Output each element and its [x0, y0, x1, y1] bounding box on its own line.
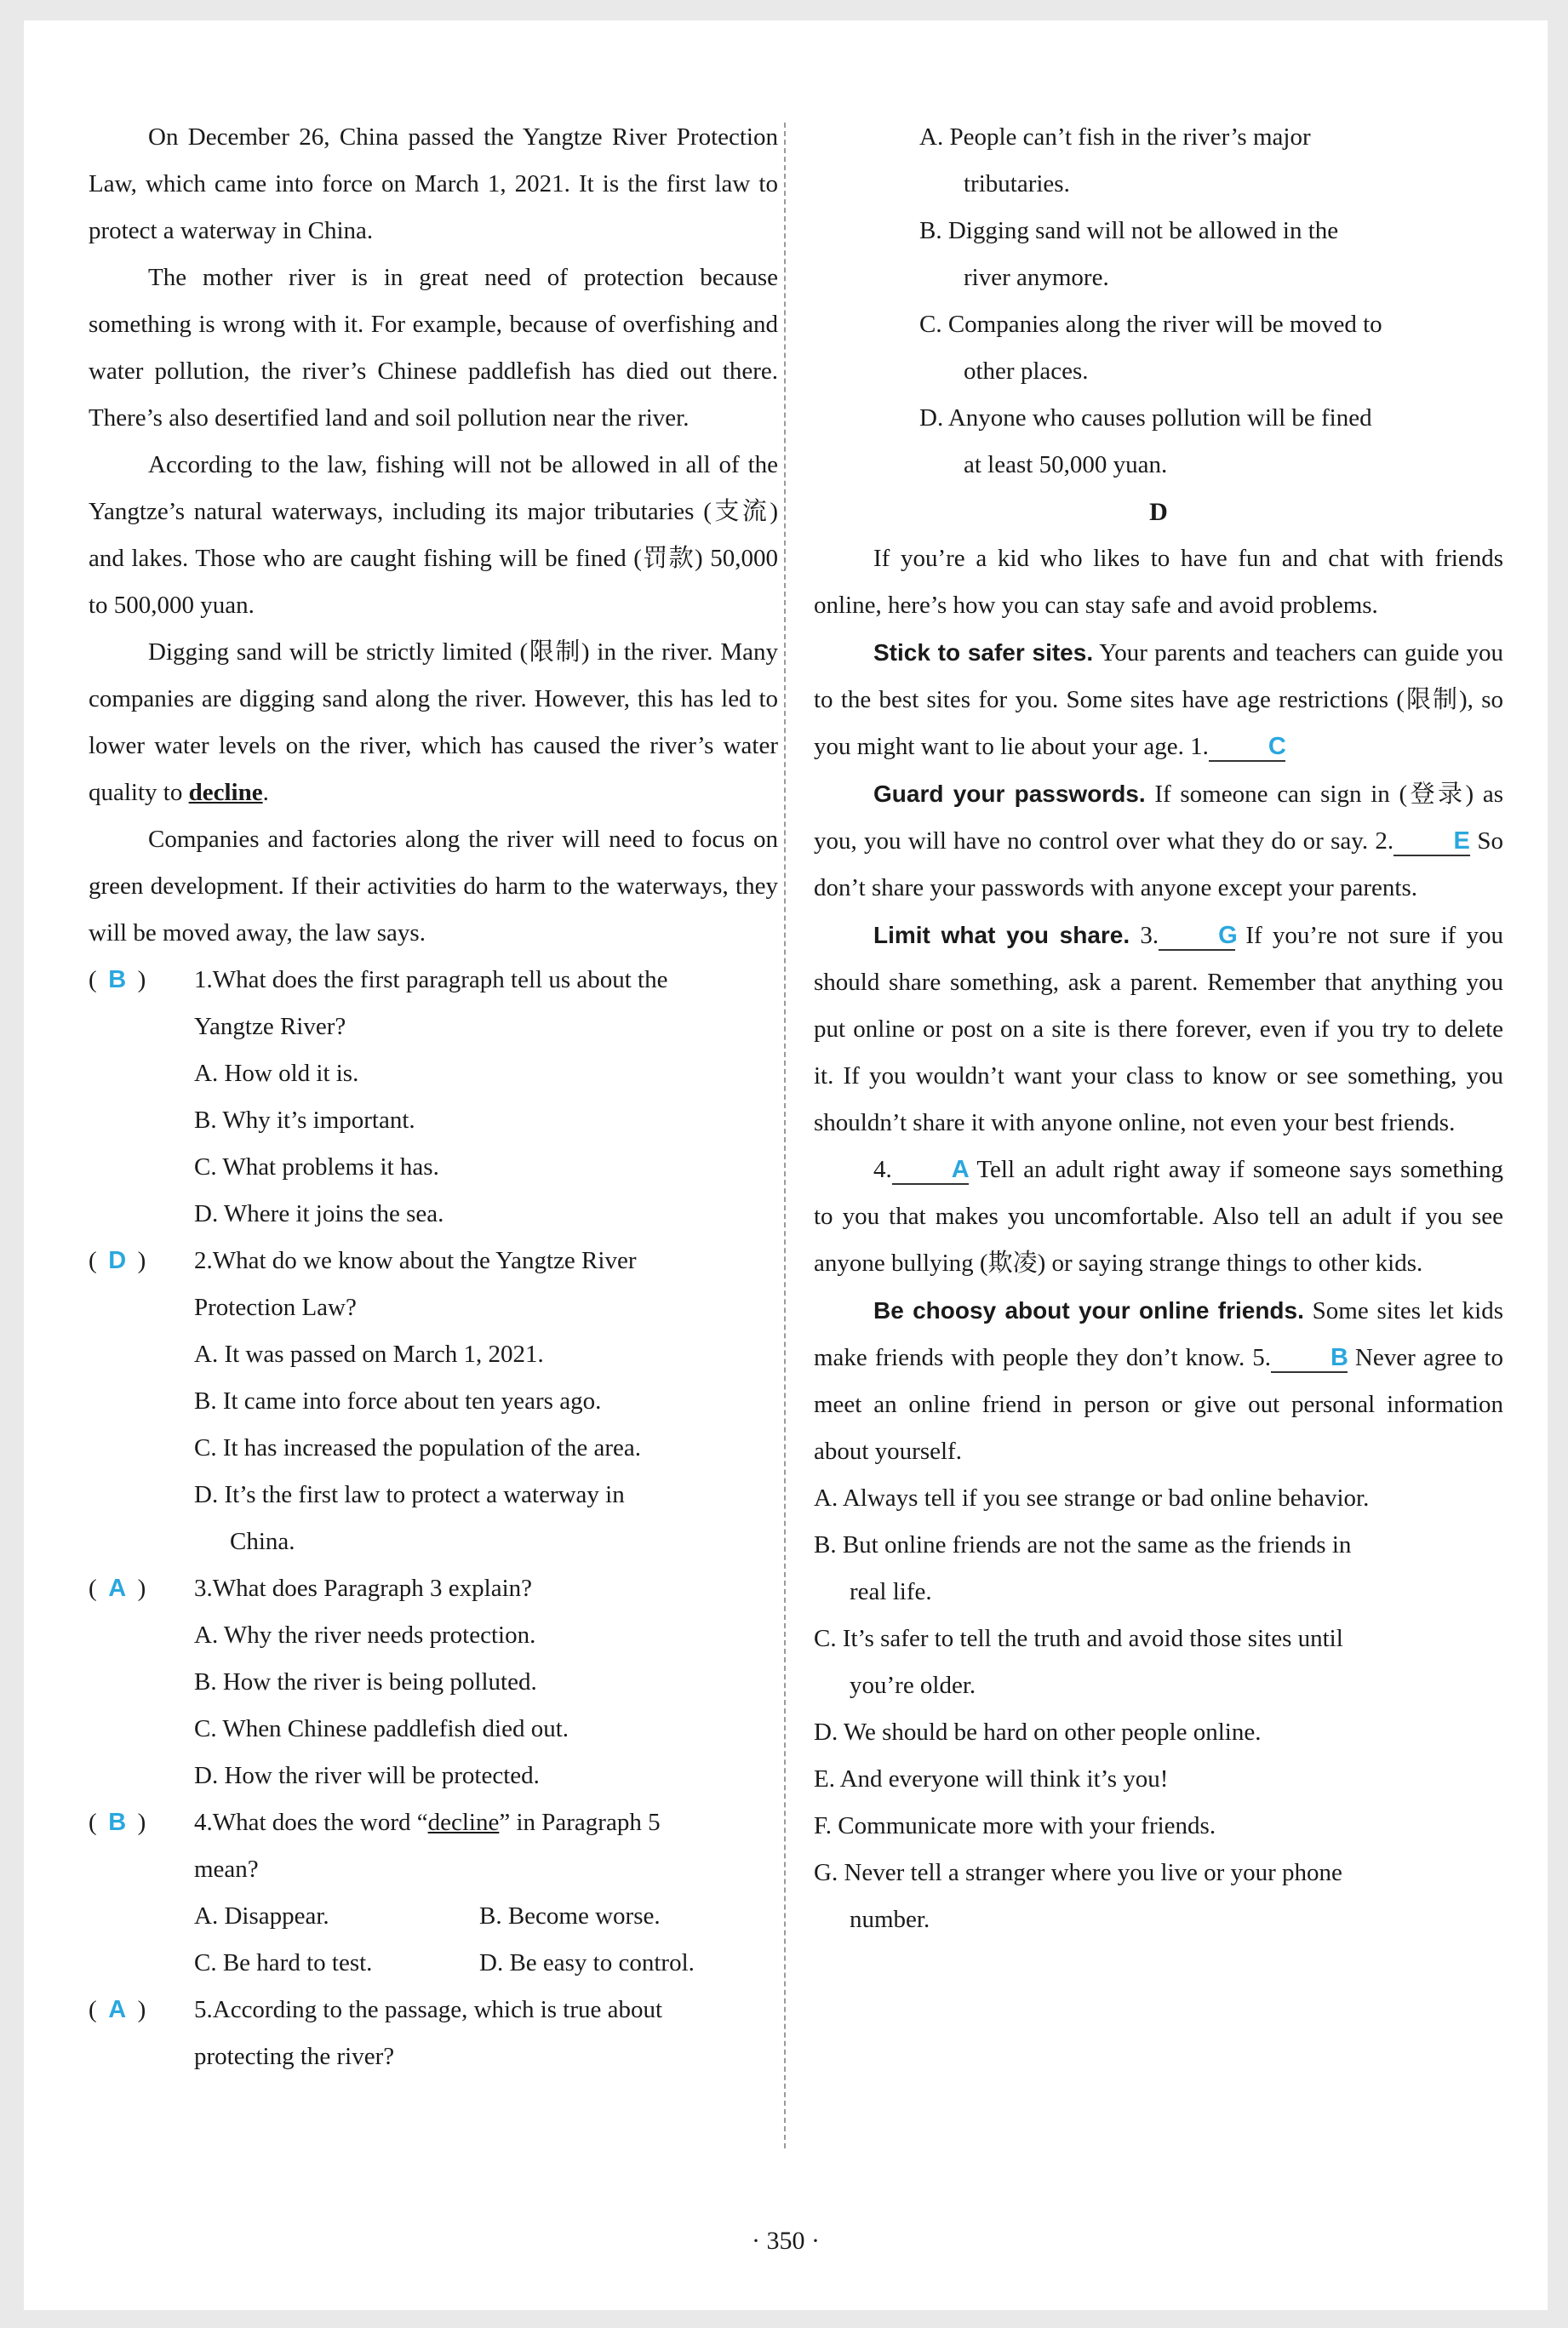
- choice-c: [814, 1616, 1503, 1709]
- question-number: 2.: [194, 1247, 213, 1274]
- choice-f: [814, 1803, 1503, 1850]
- q2-option-d: D. It’s the first law to protect a waterway in: [194, 1481, 625, 1508]
- choice-line: F. Communicate more with your friends.: [814, 1812, 1216, 1839]
- question-stem: According to the passage, which is true about: [212, 1996, 663, 2023]
- q4-option-d: D. Be easy to control.: [479, 1949, 695, 1976]
- paragraph-lead: Be choosy about your online friends.: [873, 1297, 1304, 1324]
- q5-option-d: [814, 395, 1503, 489]
- passage-d-paragraph-3: [814, 912, 1503, 1147]
- q1-option-a: A. How old it is.: [194, 1060, 359, 1087]
- blank-number: 4.: [873, 1156, 892, 1183]
- blank-number: 1.: [1190, 733, 1209, 760]
- paragraph-4-end: .: [262, 779, 269, 806]
- q1-option-d: D. Where it joins the sea.: [194, 1200, 444, 1227]
- q3-option-a: A. Why the river needs protection.: [194, 1622, 536, 1649]
- blank-2-answer: E: [1393, 827, 1470, 856]
- answer-bracket: ( A ): [89, 1565, 146, 1612]
- option-line: C. Companies along the river will be moved to: [919, 311, 1382, 338]
- passage-c-paragraph-2: The mother river is in great need of protection because something is wrong with it. For example, because of overfishing and water pollution, the river’s Chinese paddlefish has died out there. There’s also desertified land and soil pollution near the river.: [89, 264, 778, 432]
- question-number: 5.: [194, 1996, 213, 2023]
- blank-number: 3.: [1130, 922, 1159, 949]
- choice-line: A. Always tell if you see strange or bad online behavior.: [814, 1484, 1370, 1512]
- choice-line: G. Never tell a stranger where you live or your phone: [814, 1859, 1342, 1886]
- paragraph-text-after: Never agree to meet an online friend in person or give out personal information about yourself.: [814, 1344, 1503, 1465]
- column-divider: [784, 123, 786, 2148]
- question-number: 4.: [194, 1809, 213, 1836]
- q4-option-c: C. Be hard to test.: [194, 1949, 373, 1976]
- blank-5-answer: B: [1271, 1344, 1348, 1373]
- q3-option-c: C. When Chinese paddlefish died out.: [194, 1715, 569, 1742]
- paragraph-text-after: Tell an adult right away if someone says something to you that makes you uncomfortable. Also tell an adult if you see anyone bullying (欺凌) or saying strange things to other kids.: [814, 1156, 1503, 1277]
- q5-option-c: [814, 301, 1503, 395]
- q1-option-c: C. What problems it has.: [194, 1153, 439, 1181]
- left-column: [89, 114, 778, 2080]
- question-stem-cont: Protection Law?: [194, 1294, 357, 1321]
- page-number: · 350 ·: [752, 2227, 820, 2255]
- paragraph-4-text: Digging sand will be strictly limited (限制) in the river. Many companies are digging sand along the river. However, this has led to lower water levels on the river, which has caused the river’s water quality to: [89, 638, 778, 806]
- paragraph-text: Your parents and teachers can guide you to the best sites for you. Some sites have age restrictions (限制), so you might want to lie about your age.: [814, 639, 1503, 760]
- question-stem-word: decline: [427, 1809, 500, 1836]
- choice-e: [814, 1756, 1503, 1803]
- paragraph-text-after: So don’t share your passwords with anyone except your parents.: [814, 827, 1503, 901]
- question-stem-post: ” in Paragraph 5: [499, 1809, 661, 1836]
- q3-option-b: B. How the river is being polluted.: [194, 1668, 537, 1696]
- paragraph-lead: Stick to safer sites.: [873, 639, 1094, 666]
- option-line-cont: river anymore.: [964, 264, 1109, 291]
- answer-3: A: [108, 1575, 127, 1602]
- paragraph-text-after: If you’re not sure if you should share something, ask a parent. Remember that anything you put online or post on a site is there forever, even if you try to delete it. If you wouldn’t want your class to know or see something, you shouldn’t share it with anyone online, not even your best friends.: [814, 922, 1504, 1136]
- q1-option-b: B. Why it’s important.: [194, 1107, 415, 1134]
- blank-number: 5.: [1252, 1344, 1271, 1371]
- answer-4: B: [108, 1809, 127, 1836]
- answer-bracket: ( B ): [89, 957, 146, 1004]
- choice-line-cont: you’re older.: [850, 1672, 976, 1699]
- question-stem: What does Paragraph 3 explain?: [212, 1575, 532, 1602]
- q4-options-row-1: [89, 1893, 778, 1940]
- blank-1-answer: C: [1209, 733, 1285, 762]
- answer-bracket: ( B ): [89, 1799, 146, 1846]
- decline-word: decline: [188, 779, 263, 806]
- question-number: 1.: [194, 966, 213, 993]
- choice-line: E. And everyone will think it’s you!: [814, 1765, 1169, 1793]
- answer-2: D: [108, 1247, 127, 1274]
- q5-option-b: [814, 208, 1503, 301]
- question-stem: What does the first paragraph tell us about the: [212, 966, 668, 993]
- question-stem: What do we know about the Yangtze River: [212, 1247, 637, 1274]
- paragraph-text: Some sites let kids make friends with people they don’t know.: [814, 1297, 1504, 1371]
- question-stem-cont: mean?: [194, 1856, 259, 1883]
- choice-line-cont: real life.: [850, 1578, 932, 1605]
- passage-c-paragraph-4: [89, 629, 778, 816]
- option-line: B. Digging sand will not be allowed in the: [919, 217, 1339, 244]
- choice-line: D. We should be hard on other people online.: [814, 1719, 1262, 1746]
- option-line-cont: tributaries.: [964, 170, 1070, 197]
- question-stem-pre: What does the word “: [212, 1809, 428, 1836]
- paragraph-lead: Limit what you share.: [873, 922, 1130, 948]
- passage-d-paragraph-2: [814, 770, 1503, 912]
- question-number: 3.: [194, 1575, 213, 1602]
- choice-line: C. It’s safer to tell the truth and avoid those sites until: [814, 1625, 1343, 1652]
- choice-g: [814, 1850, 1503, 1943]
- answer-bracket: ( D ): [89, 1238, 146, 1284]
- question-1: [89, 957, 778, 1004]
- question-5: [89, 1987, 778, 2033]
- q2-option-b: B. It came into force about ten years ago.: [194, 1387, 602, 1415]
- passage-d-paragraph-1: [814, 629, 1503, 770]
- paragraph-text: If someone can sign in (登录) as you, you will have no control over what they do or say.: [814, 781, 1504, 855]
- blank-4-answer: A: [892, 1156, 969, 1185]
- passage-c-paragraph-1: On December 26, China passed the Yangtze River Protection Law, which came into force on March 1, 2021. It is the first law to protect a waterway in China.: [89, 123, 778, 244]
- answer-5: A: [108, 1996, 127, 2023]
- option-line-cont: other places.: [964, 357, 1089, 385]
- answer-1: B: [108, 966, 127, 993]
- answer-bracket: ( A ): [89, 1987, 146, 2033]
- right-column: [814, 114, 1503, 1943]
- q2-option-c: C. It has increased the population of the area.: [194, 1434, 642, 1461]
- passage-c-paragraph-3: According to the law, fishing will not be allowed in all of the Yangtze’s natural waterways, including its major tributaries (支流) and lakes. Those who are caught fishing will be fined (罚款) 50,000 to 500,000 yuan.: [89, 451, 778, 619]
- question-stem-cont: protecting the river?: [194, 2043, 395, 2070]
- passage-d-heading: D: [1149, 498, 1168, 526]
- choice-b: [814, 1522, 1503, 1616]
- passage-d-paragraph-5: [814, 1287, 1503, 1475]
- q2-option-d-cont: China.: [230, 1528, 295, 1555]
- option-line-cont: at least 50,000 yuan.: [964, 451, 1168, 478]
- blank-3-answer: G: [1159, 922, 1235, 951]
- q4-option-b: B. Become worse.: [479, 1902, 661, 1930]
- choice-line: B. But online friends are not the same as the friends in: [814, 1531, 1352, 1559]
- q4-option-a: A. Disappear.: [194, 1902, 329, 1930]
- q2-option-a: A. It was passed on March 1, 2021.: [194, 1341, 544, 1368]
- question-4: [89, 1799, 778, 1846]
- passage-c-paragraph-5: Companies and factories along the river will need to focus on green development. If their activities do harm to the waterways, they will be moved away, the law says.: [89, 826, 778, 947]
- choice-a: [814, 1475, 1503, 1522]
- passage-d-paragraph-4: [814, 1147, 1503, 1287]
- q5-option-a: [814, 114, 1503, 208]
- question-3: [89, 1565, 778, 1612]
- question-stem-cont: Yangtze River?: [194, 1013, 346, 1040]
- option-line: A. People can’t fish in the river’s major: [919, 123, 1311, 151]
- q3-option-d: D. How the river will be protected.: [194, 1762, 540, 1789]
- blank-number: 2.: [1375, 827, 1394, 855]
- passage-d-intro: If you’re a kid who likes to have fun and chat with friends online, here’s how you can stay safe and avoid problems.: [814, 545, 1503, 619]
- q4-options-row-2: [89, 1940, 778, 1987]
- question-2: [89, 1238, 778, 1284]
- choice-line-cont: number.: [850, 1906, 930, 1933]
- option-line: D. Anyone who causes pollution will be fined: [919, 404, 1372, 432]
- choice-d: [814, 1709, 1503, 1756]
- page: [24, 20, 1548, 2310]
- paragraph-lead: Guard your passwords.: [873, 781, 1146, 807]
